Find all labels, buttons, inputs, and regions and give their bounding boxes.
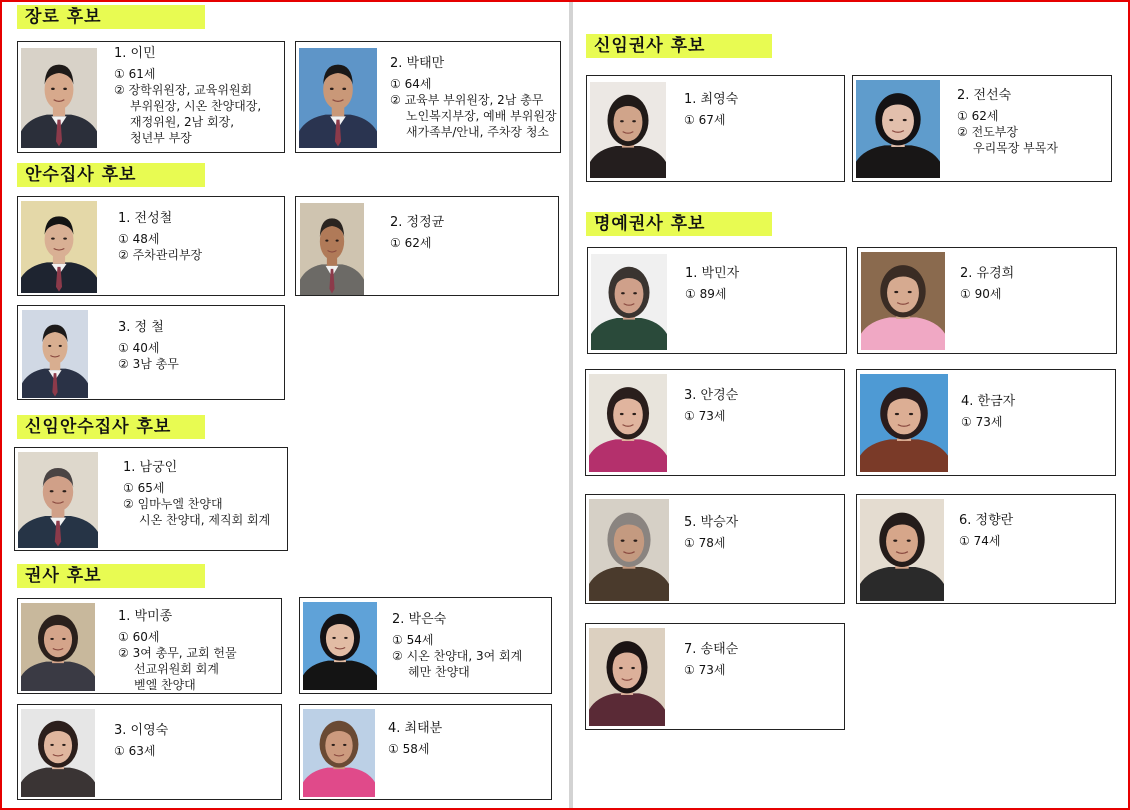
candidate-role-line: ② 주차관리부장 [118,248,203,262]
candidate-info [960,266,1014,302]
portrait-photo [589,628,665,726]
candidate-card-exhorter [299,597,552,694]
candidate-role-line: 우리목장 부목자 [973,141,1058,155]
portrait-photo [860,374,948,472]
candidate-card-deacon [295,196,559,296]
portrait-photo [299,48,377,148]
portrait-photo [300,203,364,295]
candidate-info [961,394,1015,430]
portrait-photo [18,452,98,548]
candidate-role-line: ② 장학위원장, 교육위원회 [114,83,253,97]
candidate-info [390,215,444,251]
candidate-card-honorary [856,369,1116,476]
candidate-role-line: 벧엘 찬양대 [134,678,196,692]
candidate-role-line: 새가족부/안내, 주차장 청소 [406,125,549,139]
candidate-info [957,88,1058,156]
candidate-name: 2. 정정균 [390,215,445,230]
portrait-photo [21,709,95,797]
candidate-card-honorary [856,494,1116,604]
candidate-age: ① 73세 [961,415,1003,429]
portrait-photo [21,201,97,293]
candidate-card-honorary [585,623,845,730]
portrait-photo [303,709,375,797]
candidate-name: 1. 전성철 [118,211,173,226]
candidate-info [684,515,738,551]
candidate-info [118,609,237,693]
candidate-role-line: ② 3남 총무 [118,357,179,371]
candidate-card-new-exhorter [586,75,845,182]
portrait-photo [591,254,667,350]
portrait-photo [861,252,945,350]
section-heading-new-exhorter: 신임권사 후보 [586,34,772,58]
candidate-info [390,56,557,140]
candidate-age: ① 89세 [685,287,727,301]
portrait-photo [22,310,88,398]
candidate-role-line: ② 전도부장 [957,125,1018,139]
candidate-age: ① 74세 [959,534,1001,548]
candidate-info [123,460,270,528]
candidate-name: 2. 박은숙 [392,612,447,627]
portrait-photo [860,499,944,601]
column-divider [569,2,573,808]
candidate-info [114,46,261,146]
candidate-age: ① 40세 [118,341,160,355]
candidate-info [392,612,522,680]
portrait-photo [590,82,666,178]
portrait-photo [18,452,98,548]
candidate-age: ① 58세 [388,742,430,756]
portrait-photo [860,499,944,601]
portrait-photo [856,80,940,178]
portrait-photo [590,82,666,178]
portrait-photo [589,628,665,726]
candidate-name: 2. 전선숙 [957,88,1012,103]
candidate-card-deacon [17,196,285,296]
candidate-age: ① 48세 [118,232,160,246]
candidate-info [118,320,179,372]
candidate-name: 2. 박태만 [390,56,445,71]
candidate-role-line: ② 3여 총무, 교회 헌물 [118,646,237,660]
candidate-card-elder [17,41,285,153]
candidate-age: ① 78세 [684,536,726,550]
candidate-card-exhorter [17,598,282,694]
candidate-info [684,642,738,678]
candidate-name: 1. 남궁인 [123,460,178,475]
portrait-photo [299,48,377,148]
portrait-photo [303,709,375,797]
candidate-name: 6. 정향란 [959,513,1014,528]
candidate-info [118,211,202,263]
candidate-card-exhorter [17,704,282,800]
portrait-photo [21,48,97,148]
candidate-name: 5. 박승자 [684,515,739,530]
section-heading-elder: 장로 후보 [17,5,205,29]
candidate-role-line: 재정위원, 2남 회장, [130,115,235,129]
candidate-card-honorary [857,247,1117,354]
candidate-name: 4. 한금자 [961,394,1016,409]
candidate-role-line: 노인복지부장, 예배 부위원장 [406,109,557,123]
portrait-photo [591,254,667,350]
candidate-age: ① 67세 [684,113,726,127]
candidate-info [684,388,738,424]
candidate-name: 7. 송태순 [684,642,739,657]
candidate-role-line: 선교위원회 회계 [134,662,219,676]
candidate-name: 3. 이영숙 [114,723,169,738]
candidate-age: ① 60세 [118,630,160,644]
candidate-age: ① 62세 [390,236,432,250]
portrait-photo [303,602,377,690]
candidate-name: 4. 최태분 [388,721,443,736]
candidate-info [114,723,168,759]
candidate-name: 3. 정 철 [118,320,164,335]
section-heading-exhorter: 권사 후보 [17,564,205,588]
portrait-photo [303,602,377,690]
candidate-role-line: 헤만 찬양대 [408,665,470,679]
candidate-card-exhorter [299,704,552,800]
portrait-photo [21,603,95,691]
portrait-photo [300,203,364,295]
candidate-age: ① 54세 [392,633,434,647]
candidate-role-line: ② 임마누엘 찬양대 [123,497,223,511]
candidate-age: ① 73세 [684,663,726,677]
candidate-name: 2. 유경희 [960,266,1015,281]
candidate-age: ① 63세 [114,744,156,758]
candidate-info [685,266,739,302]
portrait-photo [860,374,948,472]
candidate-age: ① 64세 [390,77,432,91]
section-heading-deacon: 안수집사 후보 [17,163,205,187]
portrait-photo [21,603,95,691]
candidate-role-line: 시온 찬양대, 제직회 회계 [139,513,271,527]
portrait-photo [21,48,97,148]
candidate-age: ① 61세 [114,67,156,81]
candidate-age: ① 90세 [960,287,1002,301]
candidate-role-line: 부위원장, 시온 찬양대장, [130,99,262,113]
portrait-photo [589,374,667,472]
portrait-photo [856,80,940,178]
candidate-card-deacon [17,305,285,400]
candidate-age: ① 62세 [957,109,999,123]
portrait-photo [861,252,945,350]
portrait-photo [21,201,97,293]
section-heading-honorary: 명예권사 후보 [586,212,772,236]
candidate-role-line: ② 시온 찬양대, 3여 회계 [392,649,523,663]
candidate-card-honorary [585,369,845,476]
candidate-card-elder [295,41,561,153]
candidate-name: 1. 박민자 [685,266,740,281]
candidate-card-new-deacon [14,447,288,551]
portrait-photo [589,499,669,601]
portrait-photo [589,374,667,472]
candidate-role-line: ② 교육부 부위원장, 2남 총무 [390,93,544,107]
portrait-photo [21,709,95,797]
candidate-info [684,92,738,128]
candidate-age: ① 73세 [684,409,726,423]
candidate-card-honorary [585,494,845,604]
portrait-photo [589,499,669,601]
candidate-name: 1. 박미종 [118,609,173,624]
candidate-name: 1. 이민 [114,46,156,61]
candidate-name: 3. 안경순 [684,388,739,403]
candidate-role-line: 청년부 부장 [130,131,192,145]
candidate-info [388,721,442,757]
portrait-photo [22,310,88,398]
candidate-info [959,513,1013,549]
candidate-age: ① 65세 [123,481,165,495]
candidate-card-honorary [587,247,847,354]
candidate-card-new-exhorter [852,75,1112,182]
candidate-name: 1. 최영숙 [684,92,739,107]
section-heading-new-deacon: 신임안수집사 후보 [17,415,205,439]
